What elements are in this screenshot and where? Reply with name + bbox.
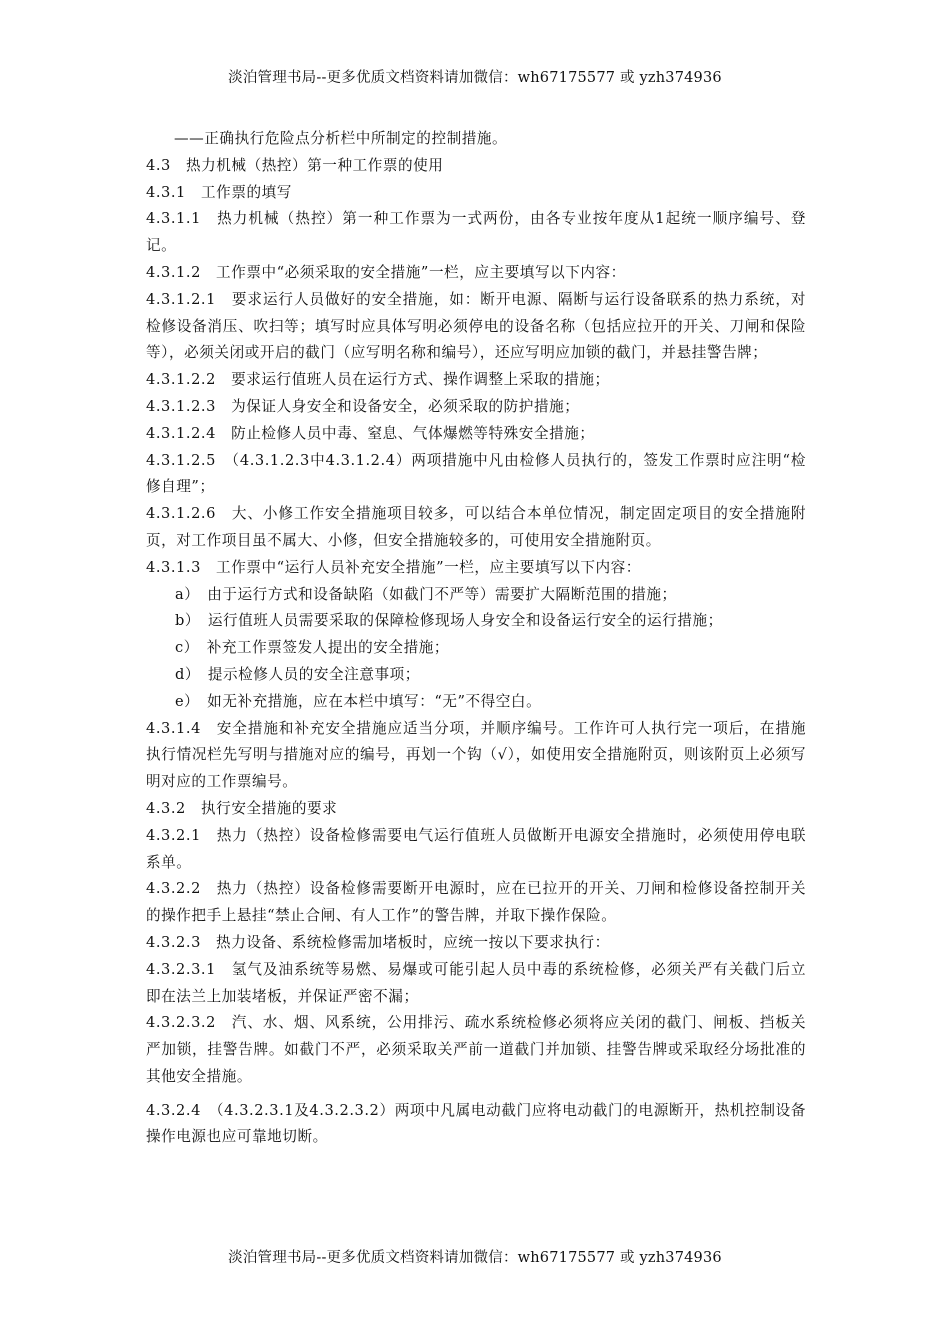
- clause-4-3-1-1: 4.3.1.1 热力机械（热控）第一种工作票为一式两份，由各专业按年度从1起统一顺序编号、登记。: [146, 210, 806, 255]
- clause-4-3-2-4: 4.3.2.4 （4.3.2.3.1及4.3.2.3.2）两项中凡属电动截门应将电动截门的电源断开，热机控制设备操作电源也应可靠地切断。: [146, 1101, 806, 1146]
- list-item-c: c） 补充工作票签发人提出的安全措施；: [175, 639, 450, 657]
- clause-4-3-1-2-2: 4.3.1.2.2 要求运行值班人员在运行方式、操作调整上采取的措施；: [146, 371, 610, 389]
- clause-4-3-1-2-5: 4.3.1.2.5 （4.3.1.2.3中4.3.1.2.4）两项措施中凡由检修人员执行的，签发工作票时应注明“检修自理”；: [146, 451, 806, 496]
- list-item-b: b） 运行值班人员需要采取的保障检修现场人身安全和设备运行安全的运行措施；: [175, 612, 723, 630]
- clause-4-3-2-2: 4.3.2.2 热力（热控）设备检修需要断开电源时，应在已拉开的开关、刀闸和检修设备控制开关的操作把手上悬挂“禁止合闸、有人工作”的警告牌，并取下操作保险。: [146, 880, 806, 925]
- list-item-d: d） 提示检修人员的安全注意事项；: [175, 665, 420, 683]
- section-heading-4-3-1: 4.3.1 工作票的填写: [146, 183, 292, 201]
- clause-4-3-2-3-1: 4.3.2.3.1 氢气及油系统等易燃、易爆或可能引起人员中毒的系统检修，必须关严有关截门后立即在法兰上加装堵板，并保证严密不漏；: [146, 960, 806, 1005]
- section-heading-4-3: 4.3 热力机械（热控）第一种工作票的使用: [146, 156, 444, 174]
- clause-4-3-1-2-6: 4.3.1.2.6 大、小修工作安全措施项目较多，可以结合本单位情况，制定固定项目的安全措施附页，对工作项目虽不属大、小修，但安全措施较多的，可使用安全措施附页。: [146, 505, 806, 549]
- clause-4-3-1-3: 4.3.1.3 工作票中“运行人员补充安全措施”一栏，应主要填写以下内容：: [146, 558, 641, 576]
- list-item-e: e） 如无补充措施，应在本栏中填写：“无”不得空白。: [175, 692, 542, 710]
- clause-4-3-2-1: 4.3.2.1 热力（热控）设备检修需要电气运行值班人员做断开电源安全措施时，必须使用停电联系单。: [146, 826, 806, 871]
- clause-4-3-2-3-2: 4.3.2.3.2 汽、水、烟、风系统，公用排污、疏水系统检修必须将应关闭的截门、闸板、挡板关严加锁，挂警告牌。如截门不严，必须采取关严前一道截门并加锁、挂警告牌或采取经分场批准的其他安全措施。: [146, 1014, 806, 1085]
- clause-4-3-1-2-3: 4.3.1.2.3 为保证人身安全和设备安全，必须采取的防护措施；: [146, 397, 580, 415]
- clause-4-3-1-2: 4.3.1.2 工作票中“必须采取的安全措施”一栏，应主要填写以下内容：: [146, 263, 626, 281]
- list-item-a: a） 由于运行方式和设备缺陷（如截门不严等）需要扩大隔断范围的措施；: [175, 585, 677, 603]
- paragraph-intro-dash: ——正确执行危险点分析栏中所制定的控制措施。: [174, 130, 508, 147]
- clause-4-3-1-2-1: 4.3.1.2.1 要求运行人员做好的安全措施，如：断开电源、隔断与运行设备联系的热力系统，对检修设备消压、吹扫等；填写时应具体写明必须停电的设备名称（包括应拉开的开关、刀闸和保险等），必须关闭或开启的截门（应写明名称和编号），还应写明应加锁的截门，并悬挂警告牌；: [146, 290, 806, 362]
- page-header: 淡泊管理书局--更多优质文档资料请加微信：wh67175577 或 yzh374936: [228, 70, 722, 86]
- clause-4-3-1-4: 4.3.1.4 安全措施和补充安全措施应适当分项，并顺序编号。工作许可人执行完一项后，在措施执行情况栏先写明与措施对应的编号，再划一个钩（√），如使用安全措施附页，则该附页上必须写明对应的工作票编号。: [146, 719, 806, 791]
- clause-4-3-1-2-4: 4.3.1.2.4 防止检修人员中毒、窒息、气体爆燃等特殊安全措施；: [146, 424, 595, 442]
- document-body: [146, 126, 806, 1151]
- page-footer: 淡泊管理书局--更多优质文档资料请加微信：wh67175577 或 yzh374936: [228, 1250, 722, 1266]
- section-heading-4-3-2: 4.3.2 执行安全措施的要求: [146, 799, 338, 817]
- clause-4-3-2-3: 4.3.2.3 热力设备、系统检修需加堵板时，应统一按以下要求执行：: [146, 933, 610, 951]
